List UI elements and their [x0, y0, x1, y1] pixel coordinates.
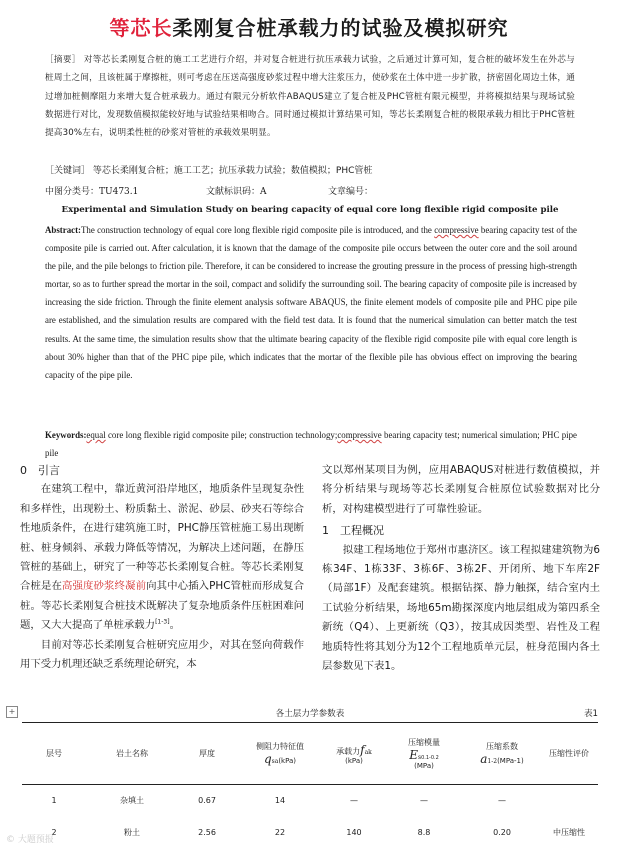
qsa-sub: sa — [271, 758, 279, 765]
fak-sub: ak — [364, 748, 372, 756]
section-0-paragraph-1 — [20, 480, 304, 635]
fak-symbol — [360, 743, 372, 757]
header-side-friction — [236, 723, 324, 785]
es-letter: E — [409, 748, 418, 762]
header-bearing — [324, 723, 384, 785]
cell-a: 0.20 — [493, 828, 511, 837]
abstract-en — [45, 221, 577, 384]
abstract-en-label: Abstract: — [45, 225, 81, 235]
move-handle-icon[interactable]: + — [6, 706, 18, 718]
header-compressibility: 压缩性评价 — [540, 723, 598, 785]
header-layer-no: 层号 — [22, 723, 86, 785]
abstract-cn-label: ［摘要］ — [45, 55, 81, 65]
s0p1-end: 。 — [169, 619, 180, 632]
cell-no: 1 — [51, 796, 57, 806]
keywords-en-label: Keywords: — [45, 430, 87, 440]
cell-no: 2 — [51, 828, 57, 837]
cell-fak: 140 — [346, 828, 362, 837]
table-header-row — [22, 723, 598, 785]
article-number: 文章编号： — [328, 187, 374, 197]
paper-title — [0, 12, 618, 41]
keywords-en — [45, 426, 577, 462]
left-column — [20, 461, 304, 674]
section-1-paragraph-1: 拟建工程场地位于郑州市惠济区。该工程拟建建筑物为6栋34F、1栋33F、3栋6F、3栋2F、开闭所、地下车库2F（局部1F）及配套建筑。根据钻探、静力触探，结合室内土工试验分析结果，场地65m勘探深度内地层组成为第四系全新统（Q4）、上更新统（Q3），按其成因类型、岩性及工程地质特性将其划分为12个工程地质单元层，桩身范围内各土层参数见下表1。 — [322, 543, 600, 673]
cell-fak: — — [350, 796, 358, 806]
s0p1-b: 向其中心插入PHC管桩而形成复合桩。等芯长柔刚复合桩技术既解决了复杂地质条件压桩困难问题，又大大提高了单桩承载力 — [20, 580, 305, 632]
a-unit: (MPa-1) — [497, 757, 524, 765]
table-row — [22, 785, 598, 817]
abstract-en-text-b: bearing capacity test of the composite pile is carried out. After calculation, it is known that the damage of the composite pile occurs between the outer core and the soil around the pile, and the pile belongs to friction pile. Therefore, it can be considered to increase the grouting pressure in the process of pressing high-strength mortar, so as to further spread the mortar in the soil, compact and solidify the surrounding soil. The bearing capacity of composite pile is increased by increasing the side friction. Through the finite element analysis software ABAQUS, the finite element models of composite pile and PHC pipe pile are established, and the simulation results are compared with the field test data. It is found that the numerical simulation can better match the test results. At the same time, the simulation results show that the ultimate bearing capacity of the flexible rigid composite pile with equal core length is about 30% higher than that of the PHC pipe pile, which indicates that the mortar of the flexible pile has obvious effect on improving the bearing capacity of the pipe pile. — [45, 225, 577, 380]
qsa-letter: q — [263, 752, 272, 766]
es-sub2: 0.1-0.2 — [421, 755, 439, 761]
table-row — [22, 817, 598, 849]
header-a-text: 压缩系数 — [486, 742, 518, 751]
s0p1-highlight: 高强度砂浆终凝前 — [62, 580, 147, 593]
clc-number: 中图分类号：TU473.1 — [45, 187, 139, 197]
section-0-heading: 0 引言 — [20, 464, 60, 477]
header-thickness: 厚度 — [178, 723, 236, 785]
abstract-en-text-a: The construction technology of equal core long flexible rigid composite pile is introduced, and the — [80, 225, 435, 235]
table-1-caption: 各土层力学参数表 — [275, 709, 345, 719]
header-es-text: 压缩模量 — [408, 738, 440, 747]
cell-thick: 2.56 — [198, 828, 216, 837]
citation-ref: [1-3] — [155, 618, 170, 626]
a-symbol — [480, 752, 497, 766]
keywords-en-p3: compressive — [337, 430, 382, 440]
keywords-en-p4: bearing capacity test; numerical simulation; PHC pipe pile — [45, 430, 577, 459]
cell-a: — — [498, 796, 506, 806]
abstract-cn — [45, 51, 575, 142]
section-1-heading: 1 工程概况 — [322, 524, 384, 538]
title-highlight: 等芯长 — [109, 16, 173, 40]
header-compression-coeff — [464, 723, 540, 785]
qsa-unit: (kPa) — [278, 757, 297, 765]
watermark: © 大题预报 — [6, 835, 54, 845]
soil-parameter-table — [22, 722, 598, 849]
header-side-friction-text: 侧阻力特征值 — [256, 742, 304, 751]
a-sub: 1-2 — [487, 758, 498, 765]
s0p1-a: 在建筑工程中，靠近黄河沿岸地区，地质条件呈现复杂性和多样性，出现粉土、粉质黏土、淤泥、砂层、砂夹石等综合性地质条件，在进行建筑施工时，PHC静压管桩施工易出现断桩、桩身倾斜、承载力降低等情况，为解决上述问题，在静压管桩的基础上，研究了一种等芯长柔刚复合桩。等芯长柔刚复合桩是在 — [20, 483, 304, 593]
keywords-en-p1: equal — [86, 430, 106, 440]
a-letter: a — [480, 752, 488, 766]
qsa-symbol — [264, 752, 278, 766]
es-symbol — [409, 748, 421, 762]
cell-thick: 0.67 — [198, 796, 216, 806]
es-unit: (MPa) — [414, 762, 434, 770]
section-0-paragraph-2: 目前对等芯长柔刚复合桩研究应用少，对其在竖向荷载作用下受力机理还缺乏系统理论研究，本 — [20, 638, 304, 671]
keywords-en-p2: core long flexible rigid composite pile; construction technology; — [105, 430, 338, 440]
cell-es: 8.8 — [417, 828, 431, 837]
cell-eval: 中压缩性 — [553, 828, 585, 837]
es-sub: s — [417, 754, 422, 761]
keywords-cn — [45, 163, 585, 176]
fak-letter: f — [360, 742, 365, 757]
cell-es: — — [420, 796, 428, 806]
fak-unit: (kPa) — [345, 756, 363, 765]
right-col-continuation: 文以郑州某项目为例，应用ABAQUS对桩进行数值模拟，并将分析结果与现场等芯长柔刚复合桩原位试验数据对比分析，对构建模型进行了可靠性验证。 — [322, 464, 600, 515]
header-bearing-text: 承载力 — [336, 746, 361, 756]
keywords-cn-text: 等芯长柔刚复合桩；施工工艺；抗压承载力试验；数值模拟；PHC管桩 — [92, 166, 373, 176]
title-rest: 柔刚复合桩承载力的试验及模拟研究 — [172, 16, 509, 40]
english-title: Experimental and Simulation Study on bearing capacity of equal core long flexible rigid composite pile — [61, 205, 559, 215]
cell-qsa: 14 — [274, 796, 286, 806]
cell-name: 粉土 — [124, 828, 140, 837]
table-1-label: 表1 — [583, 709, 598, 719]
right-column — [322, 461, 600, 676]
abstract-en-marked-word: compressive — [434, 225, 479, 235]
header-soil-name: 岩土名称 — [86, 723, 178, 785]
cell-qsa: 22 — [274, 828, 286, 837]
abstract-cn-text: 对等芯长柔刚复合桩的施工工艺进行介绍，并对复合桩进行抗压承载力试验，之后通过计算可知，复合桩的破坏发生在外芯与桩周土之间，且该桩属于摩擦桩，则可考虑在压送高强度砂浆过程中增大注浆压力，使砂浆在土体中进一步扩散，挤密固化周边土体，通过增加桩侧摩阻力来增大复合桩承载力。通过有限元分析软件ABAQUS建立了复合桩及PHC管桩有限元模型，并将模拟结果与现场试验数据进行对比，发现数值模拟能较好地与试验结果相吻合。同时通过模拟计算结果可知，等芯长柔刚复合桩的极限承载力相比于PHC管桩提高30%左右，说明柔性桩的砂浆对管桩的承载效果明显。 — [45, 55, 575, 139]
keywords-cn-label: ［关键词］ — [45, 166, 91, 176]
header-compression-modulus — [384, 723, 464, 785]
cell-name: 杂填土 — [120, 796, 144, 806]
cell-eval — [540, 785, 598, 817]
doc-code: 文献标识码：A — [206, 187, 267, 197]
